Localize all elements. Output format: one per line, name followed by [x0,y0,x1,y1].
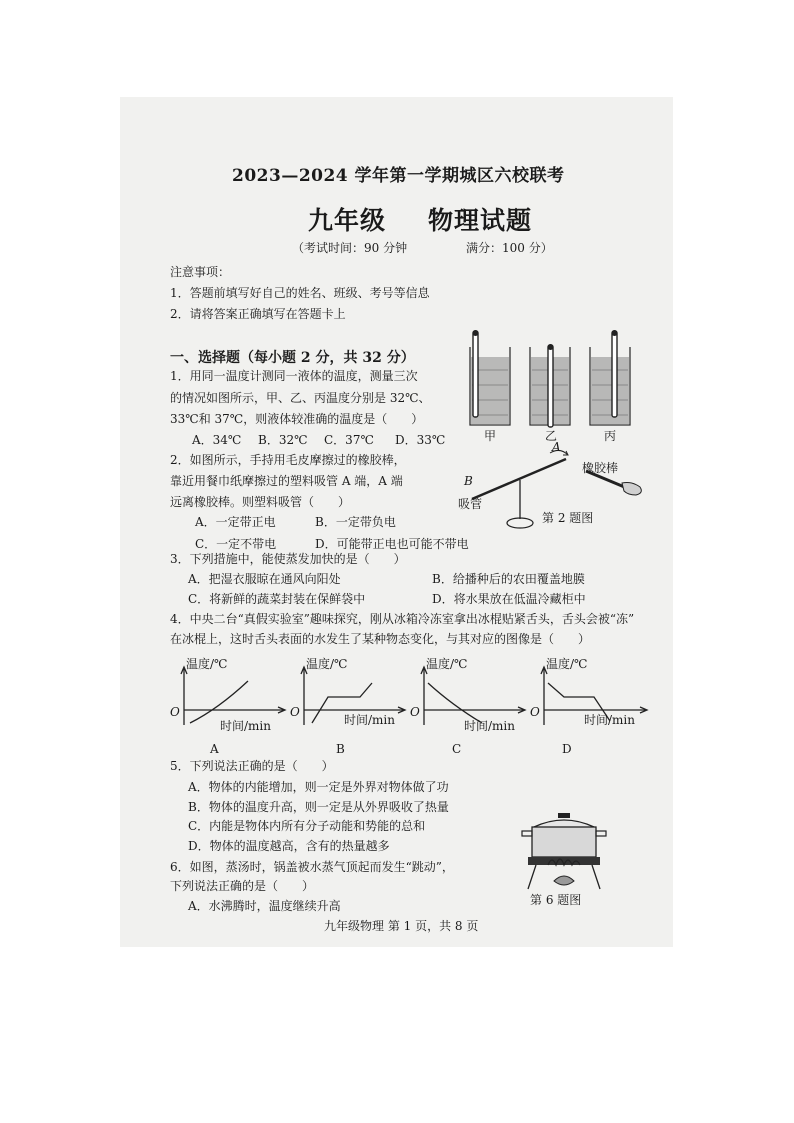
q3-option: D．将水果放在低温冷藏柜中 [432,592,586,606]
page-footer: 九年级物理 第 1 页，共 8 页 [324,919,479,933]
beaker-label-yi: 乙 [545,429,558,443]
graph-c-x-label: 时间/min [464,719,515,733]
graph-b-x-label: 时间/min [344,713,395,727]
grade-label: 九年级 [308,206,387,235]
graph-c-origin: O [410,705,420,719]
graph-d-x-label: 时间/min [584,713,635,727]
graph-b-letter: B [336,742,345,756]
graph-a-letter: A [210,742,219,756]
straw-end-b: B [464,474,473,488]
q1-option: D．33℃ [395,433,446,447]
q5-option: B．物体的温度升高，则一定是从外界吸收了热量 [188,800,449,814]
q5-option: C．内能是物体内所有分子动能和势能的总和 [188,819,426,833]
q6-pot-figure [518,809,610,893]
graph-a-x-label: 时间/min [220,719,271,733]
q5-line: 5．下列说法正确的是（ ） [170,759,334,773]
q1-option: C．37℃ [324,433,374,447]
q2-option: D．可能带正电也可能不带电 [315,537,469,551]
graph-c-y-label: 温度/℃ [426,657,468,671]
graph-b-y-label: 温度/℃ [306,657,348,671]
q1-line: 33℃和 37℃，则液体较准确的温度是（ ） [170,412,424,426]
subject-label: 物理试题 [428,206,533,235]
beaker-label-jia: 甲 [484,429,497,443]
exam-paper [120,97,673,947]
q6-option: A．水沸腾时，温度继续升高 [188,899,341,913]
beaker-label-bing: 丙 [604,429,617,443]
q6-line: 下列说法正确的是（ ） [170,879,315,893]
exam-time: （考试时间：90 分钟 [292,241,408,255]
q4-line: 4．中央二台“真假实验室”趣味探究，刚从冰箱冷冻室拿出冰棍贴紧舌头，舌头会被“冻” [170,612,635,626]
notes-heading: 注意事项： [170,265,231,279]
q5-option: A．物体的内能增加，则一定是外界对物体做了功 [188,780,449,794]
note-item: 2．请将答案正确填写在答题卡上 [170,307,346,321]
graph-d-origin: O [530,705,540,719]
q1-line: 的情况如图所示，甲、乙、丙温度分别是 32℃、 [170,391,431,405]
rubber-rod-label: 橡胶棒 [582,461,619,475]
q1-beakers-figure [464,325,654,443]
note-item: 1．答题前填写好自己的姓名、班级、考号等信息 [170,286,430,300]
straw-label: 吸管 [458,497,483,511]
q1-option: A．34℃ [192,433,242,447]
q3-option: B．给播种后的农田覆盖地膜 [432,572,585,586]
full-score: 满分：100 分） [466,241,553,255]
q6-line: 6．如图，蒸汤时，锅盖被水蒸气顶起而发生“跳动”， [170,860,454,874]
q3-option: A．把湿衣服晾在通风向阳处 [188,572,341,586]
section-heading: 一、选择题（每小题 2 分，共 32 分） [170,350,415,366]
graph-d-y-label: 温度/℃ [546,657,588,671]
q1-line: 1．用同一温度计测同一液体的温度，测量三次 [170,369,418,383]
q2-line: 2．如图所示，手持用毛皮摩擦过的橡胶棒， [170,453,406,467]
graph-a-origin: O [170,705,180,719]
q2-line: 远离橡胶棒。则塑料吸管（ ） [170,495,351,509]
graph-a-y-label: 温度/℃ [186,657,228,671]
q2-line: 靠近用餐巾纸摩擦过的塑料吸管 A 端，A 端 [170,474,403,488]
graph-d-letter: D [562,742,572,756]
exam-title: 2023—2024 学年第一学期城区六校联考 [232,166,565,186]
q1-option: B．32℃ [258,433,308,447]
q4-line: 在冰棍上，这时舌头表面的水发生了某种物态变化，与其对应的图像是（ ） [170,632,591,646]
q2-option: A．一定带正电 [195,515,276,529]
q2-option: C．一定不带电 [195,537,277,551]
q2-option: B．一定带负电 [315,515,396,529]
q3-line: 3．下列措施中，能使蒸发加快的是（ ） [170,552,406,566]
q2-caption: 第 2 题图 [542,511,594,525]
q6-caption: 第 6 题图 [530,893,582,907]
q3-option: C．将新鲜的蔬菜封装在保鲜袋中 [188,592,366,606]
q5-option: D．物体的温度越高，含有的热量越多 [188,839,390,853]
graph-b-origin: O [290,705,300,719]
graph-c-letter: C [452,742,462,756]
straw-end-a: A [552,440,561,454]
